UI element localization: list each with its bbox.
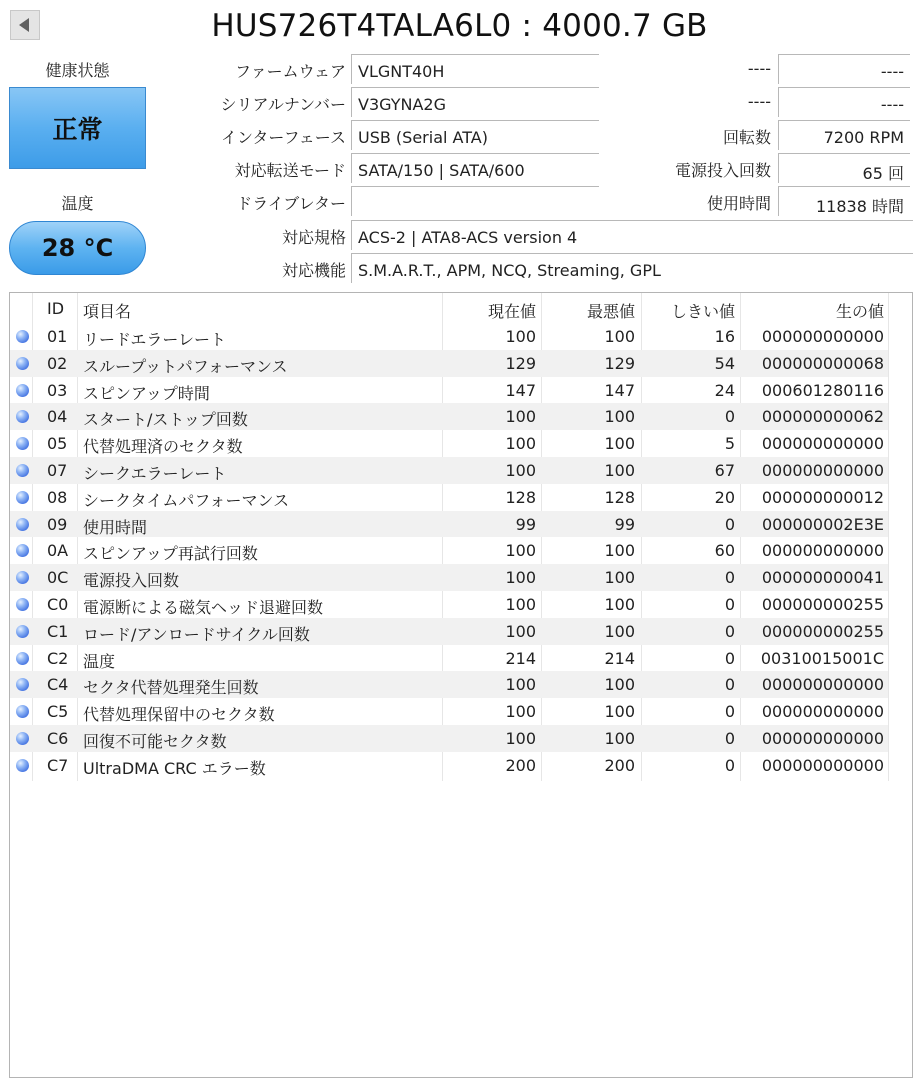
cell-worst: 100 xyxy=(604,407,635,427)
cell-threshold: 0 xyxy=(724,514,735,534)
cell-threshold: 0 xyxy=(724,729,735,748)
rotation-field: 7200 RPM xyxy=(778,120,910,150)
status-dot-icon xyxy=(16,598,29,611)
serial-label: シリアルナンバー xyxy=(220,95,346,114)
cell-current: 99 xyxy=(515,514,536,534)
interface-label: インターフェース xyxy=(221,128,346,147)
cell-name: UltraDMA CRC エラー数 xyxy=(83,758,266,778)
firmware-field: VLGNT40H xyxy=(351,54,599,84)
table-row[interactable] xyxy=(10,645,888,672)
cell-worst: 100 xyxy=(604,541,635,561)
cell-name: スループットパフォーマンス xyxy=(83,356,288,376)
column-header-raw[interactable]: 生の値 xyxy=(835,302,884,321)
status-dot-icon xyxy=(16,544,29,557)
cell-raw: 000000000000 xyxy=(761,702,884,722)
smart-attributes-table[interactable] xyxy=(9,292,913,1078)
cell-threshold: 67 xyxy=(714,461,735,480)
cell-raw: 000000000255 xyxy=(761,621,884,641)
cell-name: スピンアップ再試行回数 xyxy=(83,544,258,564)
status-dot-icon xyxy=(16,357,29,370)
table-row[interactable] xyxy=(10,457,888,484)
status-dot-icon xyxy=(16,491,29,504)
info-r2-label: ---- xyxy=(747,92,771,111)
cell-raw: 000000000041 xyxy=(761,568,884,588)
cell-id: C2 xyxy=(47,648,69,668)
cell-id: 0C xyxy=(47,568,69,588)
info-r2-field: ---- xyxy=(778,87,910,117)
transfer-mode-label: 対応転送モード xyxy=(234,161,346,180)
info-r1-field: ---- xyxy=(778,54,910,84)
cell-name: ロード/アンロードサイクル回数 xyxy=(83,624,310,644)
cell-threshold: 0 xyxy=(724,755,735,775)
health-status-button[interactable]: 正常 xyxy=(9,87,146,169)
cell-threshold: 5 xyxy=(724,434,735,454)
cell-name: 使用時間 xyxy=(83,517,148,537)
table-row[interactable] xyxy=(10,564,888,591)
features-field: S.M.A.R.T., APM, NCQ, Streaming, GPL xyxy=(351,253,913,283)
drive-title: HUS726T4TALA6L0 : 4000.7 GB xyxy=(211,8,708,44)
cell-id: 07 xyxy=(47,461,68,480)
features-label: 対応機能 xyxy=(281,261,346,280)
cell-name: 電源投入回数 xyxy=(83,571,180,591)
cell-current: 147 xyxy=(505,380,536,400)
info-r1-label: ---- xyxy=(747,59,771,78)
table-header xyxy=(10,293,912,323)
cell-worst: 100 xyxy=(604,461,635,480)
table-row[interactable] xyxy=(10,725,888,752)
status-dot-icon xyxy=(16,464,29,477)
cell-name: スタート/ストップ回数 xyxy=(83,410,248,430)
cell-current: 100 xyxy=(505,327,536,346)
cell-worst: 200 xyxy=(604,755,635,775)
cell-raw: 00310015001C xyxy=(760,648,884,668)
cell-id: 0A xyxy=(47,541,69,561)
cell-name: 代替処理保留中のセクタ数 xyxy=(83,705,275,725)
status-dot-icon xyxy=(16,652,29,665)
cell-worst: 214 xyxy=(604,648,635,668)
temperature-label: 温度 xyxy=(61,194,94,213)
power-on-count-field: 65 回 xyxy=(778,153,910,183)
cell-current: 129 xyxy=(505,353,536,373)
cell-id: 01 xyxy=(47,327,68,346)
rotation-label: 回転数 xyxy=(722,128,771,147)
cell-raw: 000000000000 xyxy=(761,434,884,454)
cell-id: C4 xyxy=(47,675,69,695)
cell-worst: 100 xyxy=(604,434,635,454)
status-dot-icon xyxy=(16,732,29,745)
cell-worst: 99 xyxy=(614,514,635,534)
cell-current: 214 xyxy=(505,648,536,668)
cell-id: 03 xyxy=(47,380,68,400)
table-row[interactable] xyxy=(10,618,888,645)
cell-raw: 000000000000 xyxy=(761,729,884,748)
cell-worst: 128 xyxy=(604,487,635,507)
column-divider xyxy=(888,293,889,781)
drive-letter-field xyxy=(351,186,599,216)
status-dot-icon xyxy=(16,437,29,450)
cell-current: 100 xyxy=(505,675,536,695)
drive-letter-label: ドライブレター xyxy=(236,194,346,213)
status-dot-icon xyxy=(16,384,29,397)
standard-label: 対応規格 xyxy=(281,228,346,247)
temperature-button[interactable]: 28 °C xyxy=(9,221,146,275)
cell-name: 回復不可能セクタ数 xyxy=(83,732,227,751)
cell-current: 100 xyxy=(505,541,536,561)
status-dot-icon xyxy=(16,705,29,718)
status-dot-icon xyxy=(16,625,29,638)
cell-raw: 000000000000 xyxy=(761,755,884,775)
cell-worst: 129 xyxy=(604,353,635,373)
table-row[interactable] xyxy=(10,698,888,725)
cell-worst: 100 xyxy=(604,702,635,722)
cell-threshold: 0 xyxy=(724,407,735,427)
cell-raw: 000000000000 xyxy=(761,461,884,480)
column-header-current[interactable]: 現在値 xyxy=(487,302,536,321)
table-row[interactable] xyxy=(10,403,888,430)
cell-id: C1 xyxy=(47,621,69,641)
table-row[interactable] xyxy=(10,511,888,538)
cell-id: C5 xyxy=(47,702,69,722)
power-on-hours-label: 使用時間 xyxy=(706,194,771,213)
status-dot-icon xyxy=(16,518,29,531)
table-row[interactable] xyxy=(10,591,888,618)
cell-current: 100 xyxy=(505,621,536,641)
cell-raw: 000000000000 xyxy=(761,327,884,346)
cell-worst: 100 xyxy=(604,595,635,614)
cell-id: 04 xyxy=(47,407,68,427)
table-row[interactable] xyxy=(10,323,888,350)
cell-threshold: 0 xyxy=(724,568,735,588)
interface-field: USB (Serial ATA) xyxy=(351,120,599,150)
cell-current: 100 xyxy=(505,568,536,588)
column-header-worst[interactable]: 最悪値 xyxy=(586,302,635,321)
table-row[interactable] xyxy=(10,671,888,698)
cell-id: 05 xyxy=(47,434,68,454)
standard-field: ACS-2 | ATA8-ACS version 4 xyxy=(351,220,913,250)
cell-current: 100 xyxy=(505,434,536,454)
cell-current: 128 xyxy=(505,487,536,507)
cell-id: 08 xyxy=(47,487,68,507)
cell-worst: 147 xyxy=(604,380,635,400)
table-row[interactable] xyxy=(10,537,888,564)
cell-worst: 100 xyxy=(604,568,635,588)
cell-name: シークエラーレート xyxy=(83,464,227,483)
cell-id: C0 xyxy=(47,595,69,614)
table-row[interactable] xyxy=(10,430,888,457)
cell-id: 09 xyxy=(47,514,68,534)
cell-name: 代替処理済のセクタ数 xyxy=(83,437,243,457)
table-row[interactable] xyxy=(10,350,888,377)
cell-raw: 000000000000 xyxy=(761,675,884,695)
cell-name: シークタイムパフォーマンス xyxy=(83,490,290,510)
cell-raw: 000000000068 xyxy=(761,353,884,373)
cell-current: 100 xyxy=(505,461,536,480)
power-on-hours-field: 11838 時間 xyxy=(778,186,910,216)
serial-field: V3GYNA2G xyxy=(351,87,599,117)
cell-threshold: 20 xyxy=(714,487,735,507)
cell-threshold: 0 xyxy=(724,675,735,695)
cell-threshold: 60 xyxy=(714,541,735,561)
cell-id: 02 xyxy=(47,353,68,373)
cell-raw: 000000000012 xyxy=(761,487,884,507)
cell-worst: 100 xyxy=(604,621,635,641)
health-status-label: 健康状態 xyxy=(45,61,110,80)
status-dot-icon xyxy=(16,571,29,584)
cell-worst: 100 xyxy=(604,729,635,748)
cell-name: セクタ代替処理発生回数 xyxy=(83,678,259,698)
transfer-mode-field: SATA/150 | SATA/600 xyxy=(351,153,599,183)
cell-threshold: 0 xyxy=(724,702,735,722)
cell-raw: 000000002E3E xyxy=(761,514,884,534)
cell-name: リードエラーレート xyxy=(83,330,227,349)
cell-name: 電源断による磁気ヘッド退避回数 xyxy=(83,598,324,617)
column-header-name[interactable]: 項目名 xyxy=(83,302,132,321)
cell-current: 100 xyxy=(505,702,536,722)
cell-raw: 000000000255 xyxy=(761,595,884,614)
cell-worst: 100 xyxy=(604,675,635,695)
status-dot-icon xyxy=(16,678,29,691)
cell-threshold: 54 xyxy=(714,353,735,373)
firmware-label: ファームウェア xyxy=(234,62,346,81)
cell-threshold: 0 xyxy=(724,648,735,668)
cell-id: C7 xyxy=(47,755,69,775)
cell-name: スピンアップ時間 xyxy=(83,383,210,403)
power-on-count-label: 電源投入回数 xyxy=(674,161,771,180)
cell-raw: 000601280116 xyxy=(761,380,884,400)
cell-threshold: 0 xyxy=(724,621,735,641)
cell-threshold: 16 xyxy=(714,327,735,346)
cell-current: 100 xyxy=(505,729,536,748)
cell-id: C6 xyxy=(47,729,69,748)
status-dot-icon xyxy=(16,330,29,343)
cell-raw: 000000000000 xyxy=(761,541,884,561)
cell-worst: 100 xyxy=(604,327,635,346)
status-dot-icon xyxy=(16,759,29,772)
column-header-threshold[interactable]: しきい値 xyxy=(670,302,735,321)
cell-raw: 000000000062 xyxy=(761,407,884,427)
cell-threshold: 0 xyxy=(724,595,735,614)
cell-name: 温度 xyxy=(83,651,116,671)
table-row[interactable] xyxy=(10,752,888,779)
cell-current: 100 xyxy=(505,595,536,614)
column-header-id[interactable]: ID xyxy=(47,299,65,318)
table-row[interactable] xyxy=(10,377,888,404)
table-row[interactable] xyxy=(10,484,888,511)
cell-threshold: 24 xyxy=(714,380,735,400)
status-dot-icon xyxy=(16,410,29,423)
cell-current: 200 xyxy=(505,755,536,775)
cell-current: 100 xyxy=(505,407,536,427)
